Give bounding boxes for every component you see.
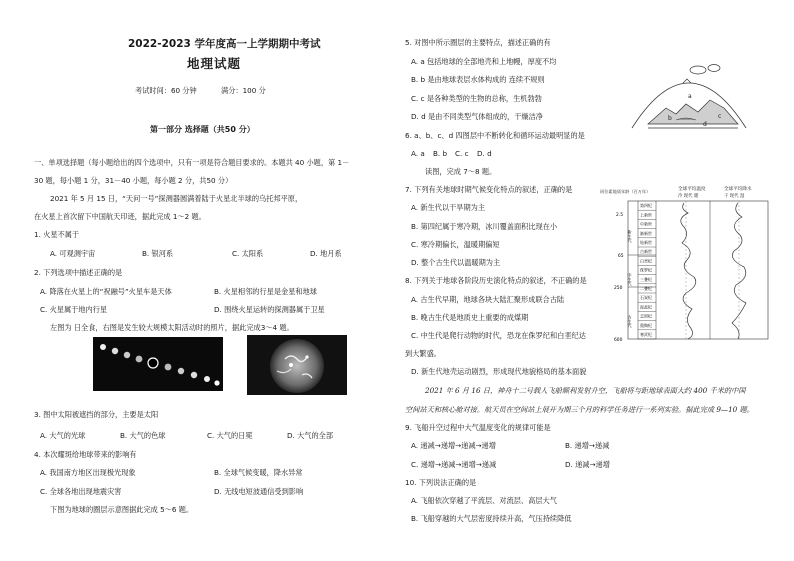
- q5-option-b[interactable]: B. b 是由地球表层水体构成的 连续不规则: [411, 75, 545, 84]
- q6-option-c[interactable]: C. c: [455, 149, 469, 158]
- geo-period-label: 石炭纪: [640, 295, 652, 301]
- q6-option-b[interactable]: B. b: [433, 149, 448, 158]
- q10-option-a[interactable]: A. 飞船依次穿越了平流层、对流层、高层大气: [411, 496, 557, 505]
- q3-stem: 3. 图中太阳被遮挡的部分，主要是太阳: [34, 410, 159, 419]
- q5-option-c[interactable]: C. c 是各种类型的生物的总称，生机勃勃: [411, 94, 542, 103]
- geo-tick-2: 65: [618, 254, 624, 259]
- q9-option-d[interactable]: D. 递减→递增: [565, 460, 610, 469]
- q6-stem: 6. a、b、c、d 四图层中不断转化和循环运动最明显的是: [405, 131, 585, 140]
- geo-col1-header: 同位素地质年龄（百万年）: [600, 189, 651, 194]
- q8-option-c-cont: 到大繁盛。: [405, 349, 441, 358]
- geo-period-label: 中新世: [640, 221, 652, 227]
- q3-option-b[interactable]: B. 大气的色球: [120, 431, 166, 440]
- q3-option-c[interactable]: C. 大气的日冕: [207, 431, 253, 440]
- q4-option-c[interactable]: C. 全球各地出现地震灾害: [40, 487, 122, 496]
- q1-option-c[interactable]: C. 太阳系: [232, 249, 264, 258]
- q2-option-d[interactable]: D. 围绕火星运转的探测器属于卫星: [214, 305, 325, 314]
- score-label: 满分：100 分: [221, 86, 266, 95]
- q8-option-a[interactable]: A. 古生代早期，地球各块大陆汇聚形成联合古陆: [411, 295, 565, 304]
- passage1-line1: 2021 年 5 月 15 日，“天问一号”探测器圆满着陆于火星北半球的乌托邦平原，: [50, 194, 303, 203]
- instructions-line1: 一、单项选择题（每小题给出的四个选项中，只有一项是符合题目要求的。本题共 40 小题，第 1－: [34, 158, 350, 167]
- geo-tick-4: 600: [614, 338, 623, 343]
- q1-option-b[interactable]: B. 银河系: [142, 249, 174, 258]
- passage1-line2: 在火星上首次留下中国航天印迹，据此完成 1～2 题。: [34, 212, 206, 221]
- instructions-line2: 30 题，每小题 1 分，31－40 小题，每小题 2 分，共50 分）: [34, 176, 233, 185]
- layer-label-c: c: [718, 113, 722, 120]
- geo-period-label: 白垩纪: [640, 258, 652, 264]
- geo-col2-sub: 冷 现代 暖: [678, 194, 699, 199]
- q4-option-d[interactable]: D. 无线电短波通信受到影响: [214, 487, 304, 496]
- q7-option-d[interactable]: D. 整个古生代以温暖期为主: [411, 258, 501, 267]
- q3-option-d[interactable]: D. 大气的全部: [287, 431, 334, 440]
- q7-option-b[interactable]: B. 第四纪属于寒冷期，冰川覆盖面积比现在小: [411, 222, 558, 231]
- passage2-line1: 左图为 日全食，右图是发生较大规模太阳活动时的照片，据此完成3～4 题。: [50, 323, 294, 332]
- geo-era-label: 古生代: [627, 315, 633, 328]
- geo-period-label: 古新世: [640, 249, 652, 255]
- geo-col3-sub: 干 现代 湿: [724, 194, 745, 199]
- exam-title: 2022-2023 学年度高一上学期期中考试: [128, 38, 321, 50]
- q6-option-d[interactable]: D. d: [477, 149, 492, 158]
- q3-option-a[interactable]: A. 大气的光球: [40, 431, 86, 440]
- q2-option-a[interactable]: A. 降落在火星上的“祝融号”火星车是天体: [40, 287, 172, 296]
- geo-period-label: 第四纪: [640, 203, 652, 209]
- time-label: 考试时间：60 分钟: [135, 86, 197, 95]
- layer-label-b: b: [668, 115, 672, 122]
- q10-stem: 10. 下列说法正确的是: [405, 478, 477, 487]
- q8-stem: 8. 下列关于地球各阶段历史演化特点的叙述，不正确的是: [405, 276, 587, 285]
- q9-option-c[interactable]: C. 递增→递减→递增→递减: [411, 460, 497, 469]
- geo-col2-header: 全球平均温度: [678, 187, 706, 192]
- geo-col3-header: 全球平均降水: [724, 187, 752, 192]
- q5-option-d[interactable]: D. d 是由不同类型气体组成的，干燥洁净: [411, 112, 543, 121]
- geologic-climate-figure: [600, 185, 770, 343]
- q8-option-b[interactable]: B. 晚古生代是地质史上重要的成煤期: [411, 313, 529, 322]
- geo-period-label: 寒武纪: [640, 332, 652, 337]
- q4-stem: 4. 本次耀斑给地球带来的影响有: [34, 450, 137, 459]
- q1-option-a[interactable]: A. 可观测宇宙: [50, 249, 96, 258]
- q1-stem: 1. 火星不属于: [34, 230, 80, 239]
- geo-period-label: 侏罗纪: [640, 267, 652, 273]
- part1-heading: 第一部分 选择题（共50 分）: [150, 125, 255, 134]
- q5-option-a[interactable]: A. a 包括地球的全部地壳和上地幔，厚度不均: [411, 57, 557, 66]
- geo-tick-1: 2.5: [616, 213, 623, 218]
- geo-period-label: 上新世: [640, 212, 652, 218]
- subject-title: 地理试题: [187, 56, 242, 71]
- q2-stem: 2. 下列选项中描述正确的是: [34, 268, 123, 277]
- geo-era-label: 新生代: [627, 230, 633, 243]
- geo-era-label: 中生代: [627, 273, 633, 286]
- geo-period-label: 三叠纪: [640, 276, 652, 282]
- q8-option-d[interactable]: D. 新生代地壳运动剧烈，形成现代地貌格局的基本面貌: [411, 367, 587, 376]
- solar-eclipse-image: [93, 337, 223, 391]
- passage5-line1: 2021 年 6 月 16 日，神舟十二号载人飞船顺利发射升空，飞船将与距地球表面大约 400 千米的中国: [425, 386, 746, 395]
- q6-option-a[interactable]: A. a: [411, 149, 425, 158]
- q8-option-c[interactable]: C. 中生代是爬行动物的时代，恐龙在侏罗纪和白垩纪达: [411, 331, 586, 340]
- q9-option-a[interactable]: A. 递减→递增→递减→递增: [411, 441, 496, 450]
- geo-period-label: 二叠纪: [640, 286, 652, 291]
- geo-period-label: 始新世: [640, 240, 652, 245]
- q7-option-c[interactable]: C. 寒冷期偏长，温暖期偏短: [411, 240, 500, 249]
- q2-option-c[interactable]: C. 火星属于地内行星: [40, 305, 108, 314]
- q4-option-b[interactable]: B. 全球气候变暖，降水异常: [214, 468, 303, 477]
- q1-option-d[interactable]: D. 地月系: [310, 249, 342, 258]
- q10-option-b[interactable]: B. 飞船穿越的大气层密度持续升高，气压持续降低: [411, 514, 572, 523]
- passage3-line1: 下图为地球的圈层示意图据此完成 5～6 题。: [50, 505, 194, 514]
- geo-period-label: 奥陶纪: [640, 322, 652, 328]
- q9-stem: 9. 飞船升空过程中大气温度变化的规律可能是: [405, 423, 551, 432]
- layer-label-a: a: [688, 93, 692, 100]
- q2-option-b[interactable]: B. 火星相邻的行星是金星和地球: [214, 287, 317, 296]
- solar-flare-image: [247, 335, 347, 395]
- q9-option-b[interactable]: B. 递增→递减: [565, 441, 610, 450]
- q5-stem: 5. 对图中所示圈层的主要特点，描述正确的有: [405, 38, 551, 47]
- geo-period-label: 渐新世: [640, 230, 652, 236]
- layer-label-d: d: [703, 121, 707, 128]
- geo-period-label: 泥盆纪: [640, 304, 652, 310]
- q7-stem: 7. 下列有关地球时期气候变化特点的叙述，正确的是: [405, 185, 573, 194]
- q7-option-a[interactable]: A. 新生代以干旱期为主: [411, 203, 486, 212]
- passage4-line1: 读图，完成 7～8 题。: [425, 167, 497, 176]
- q4-option-a[interactable]: A. 我国南方地区出现极光现象: [40, 468, 136, 477]
- earth-spheres-figure: [628, 48, 750, 134]
- geo-period-label: 志留纪: [640, 313, 652, 319]
- passage5-line2: 空间站天和核心舱对接。航天员在空间站上展开为期三个月的科学任务进行一系列实验。据此完成 9—10 题。: [405, 405, 754, 414]
- geo-tick-3: 250: [614, 286, 623, 291]
